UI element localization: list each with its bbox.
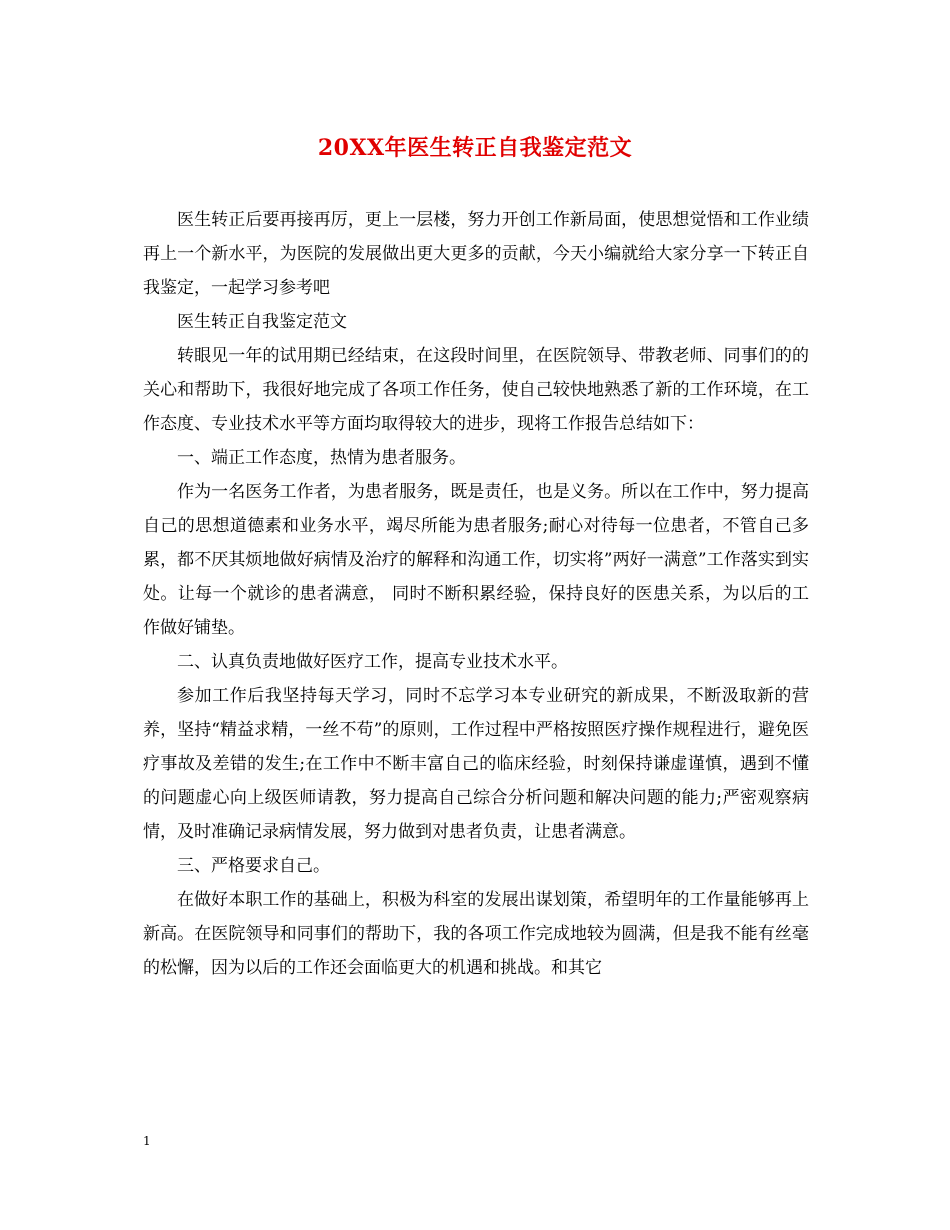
- paragraph-subtitle: 医生转正自我鉴定范文: [177, 312, 347, 332]
- document-body: [143, 203, 809, 985]
- section-heading-3: 三、严格要求自己。: [177, 856, 330, 876]
- section-body-3: 在做好本职工作的基础上，积极为科室的发展出谋划策，希望明年的工作量能够再上新高。在医院领导和同事们的帮助下，我的各项工作完成地较为圆满，但是我不能有丝毫的松懈，因为以后的工作还会面临更大的机遇和挑战。和其它: [143, 890, 809, 978]
- section-body-1: 作为一名医务工作者，为患者服务，既是责任，也是义务。所以在工作中，努力提高自己的思想道德素和业务水平，竭尽所能为患者服务;耐心对待每一位患者，不管自己多累，都不厌其烦地做好病情及治疗的解释和沟通工作，切实将”两好一满意”工作落实到实处。让每一个就诊的患者满意， 同时不断积累经验，保持良好的医患关系，为以后的工作做好铺垫。: [143, 482, 809, 638]
- section-heading-1: 一、端正工作态度，热情为患者服务。: [177, 448, 466, 468]
- paragraph-intro: 医生转正后要再接再厉，更上一层楼，努力开创工作新局面，使思想觉悟和工作业绩再上一个新水平，为医院的发展做出更大更多的贡献，今天小编就给大家分享一下转正自我鉴定，一起学习参考吧: [143, 210, 809, 298]
- document-title: 20XX年医生转正自我鉴定范文: [317, 135, 633, 161]
- paragraph-overview: 转眼见一年的试用期已经结束，在这段时间里，在医院领导、带教老师、同事们的的关心和帮助下，我很好地完成了各项工作任务，使自己较快地熟悉了新的工作环境，在工作态度、专业技术水平等方面均取得较大的进步，现将工作报告总结如下：: [143, 346, 809, 434]
- section-body-2: 参加工作后我坚持每天学习，同时不忘学习本专业研究的新成果，不断汲取新的营养，坚持“精益求精，一丝不苟”的原则，工作过程中严格按照医疗操作规程进行，避免医疗事故及差错的发生;在工作中不断丰富自己的临床经验，时刻保持谦虚谨慎，遇到不懂的问题虚心向上级医师请教，努力提高自己综合分析问题和解决问题的能力;严密观察病情，及时准确记录病情发展，努力做到对患者负责，让患者满意。: [143, 686, 809, 842]
- section-heading-2: 二、认真负责地做好医疗工作，提高专业技术水平。: [177, 652, 568, 672]
- page-number: 1: [143, 1134, 151, 1148]
